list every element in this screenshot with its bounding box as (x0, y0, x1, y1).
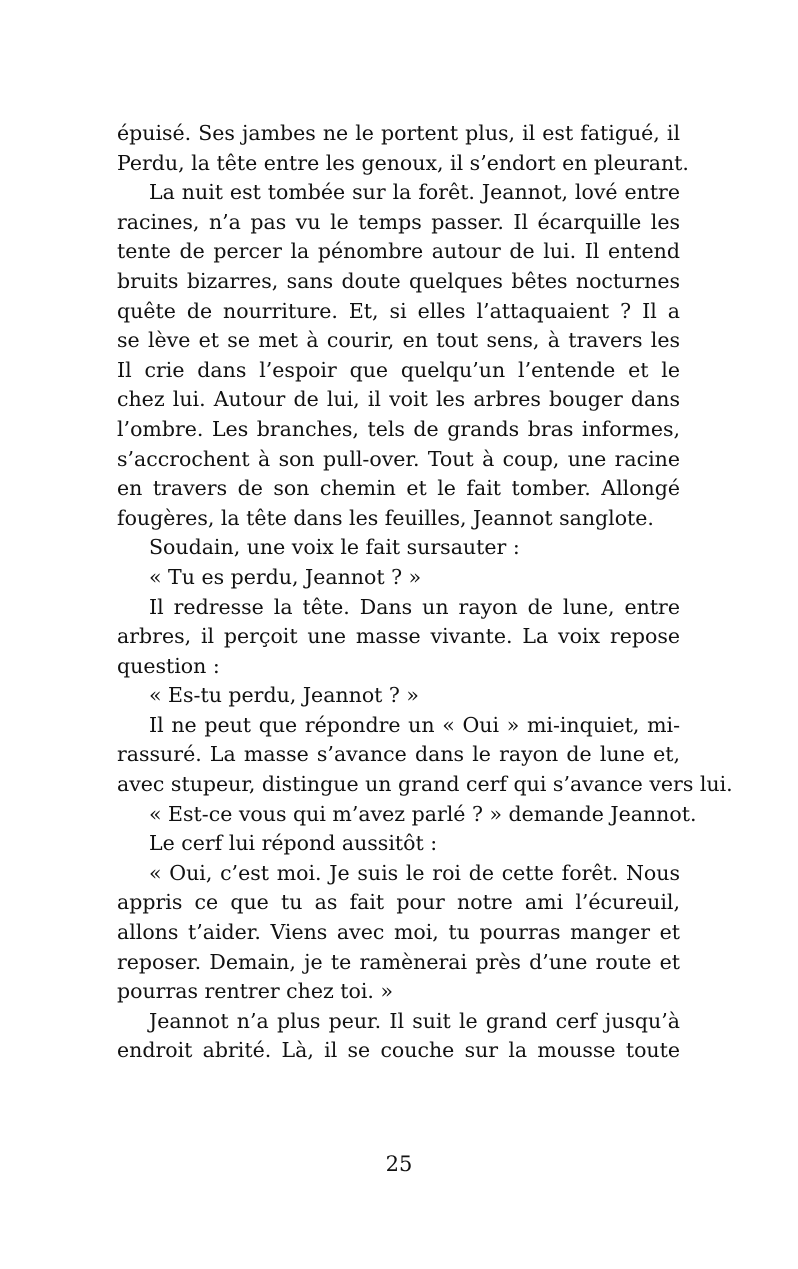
text-line: Jeannot n’a plus peur. Il suit le grand cerf jusqu’à (149, 1008, 680, 1033)
text-line: bruits bizarres, sans doute quelques bêtes nocturnes (117, 268, 680, 293)
text-line: Il crie dans l’espoir que quelqu’un l’entende et le (117, 357, 680, 382)
text-line: Il redresse la tête. Dans un rayon de lune, entre (149, 594, 680, 619)
text-line: « Es-tu perdu, Jeannot ? » (149, 683, 419, 708)
text-line: quête de nourriture. Et, si elles l’attaquaient ? Il a (117, 298, 680, 323)
text-line: question : (117, 653, 220, 678)
text-line: Perdu, la tête entre les genoux, il s’endort en pleurant. (117, 150, 689, 175)
text-line: « Oui, c’est moi. Je suis le roi de cette forêt. Nous (149, 860, 680, 885)
text-line: endroit abrité. Là, il se couche sur la mousse toute (117, 1038, 680, 1063)
body-text (117, 119, 733, 1066)
text-line: l’ombre. Les branches, tels de grands bras informes, (117, 416, 680, 441)
text-line: « Est-ce vous qui m’avez parlé ? » demande Jeannot. (149, 801, 697, 826)
text-line: s’accrochent à son pull-over. Tout à coup, une racine (117, 446, 680, 471)
text-line: Il ne peut que répondre un « Oui » mi-inquiet, mi- (149, 712, 680, 737)
text-line: épuisé. Ses jambes ne le portent plus, il est fatigué, il (117, 121, 680, 145)
text-line: rassuré. La masse s’avance dans le rayon de lune et, (117, 742, 680, 767)
text-line: pourras rentrer chez toi. » (117, 979, 393, 1004)
text-line: fougères, la tête dans les feuilles, Jeannot sanglote. (117, 505, 654, 530)
text-line: reposer. Demain, je te ramènerai près d’une route et (117, 949, 680, 974)
text-line: appris ce que tu as fait pour notre ami l’écureuil, (117, 890, 680, 915)
text-line: Soudain, une voix le fait sursauter : (149, 535, 520, 560)
text-line: racines, n’a pas vu le temps passer. Il écarquille les (117, 209, 680, 234)
text-line: se lève et se met à courir, en tout sens, à travers les (117, 328, 680, 353)
text-line: La nuit est tombée sur la forêt. Jeannot, lové entre (149, 180, 680, 205)
text-line: Le cerf lui répond aussitôt : (149, 831, 438, 856)
page-number: 25 (385, 1152, 413, 1176)
text-line: arbres, il perçoit une masse vivante. La voix repose (117, 624, 680, 649)
text-line: tente de percer la pénombre autour de lui. Il entend (117, 239, 680, 264)
text-line: avec stupeur, distingue un grand cerf qui s’avance vers lui. (117, 772, 733, 797)
text-line: chez lui. Autour de lui, il voit les arbres bouger dans (117, 387, 680, 412)
text-line: « Tu es perdu, Jeannot ? » (149, 564, 422, 589)
text-line: en travers de son chemin et le fait tomber. Allongé (117, 476, 680, 501)
text-line: allons t’aider. Viens avec moi, tu pourras manger et (117, 920, 680, 945)
